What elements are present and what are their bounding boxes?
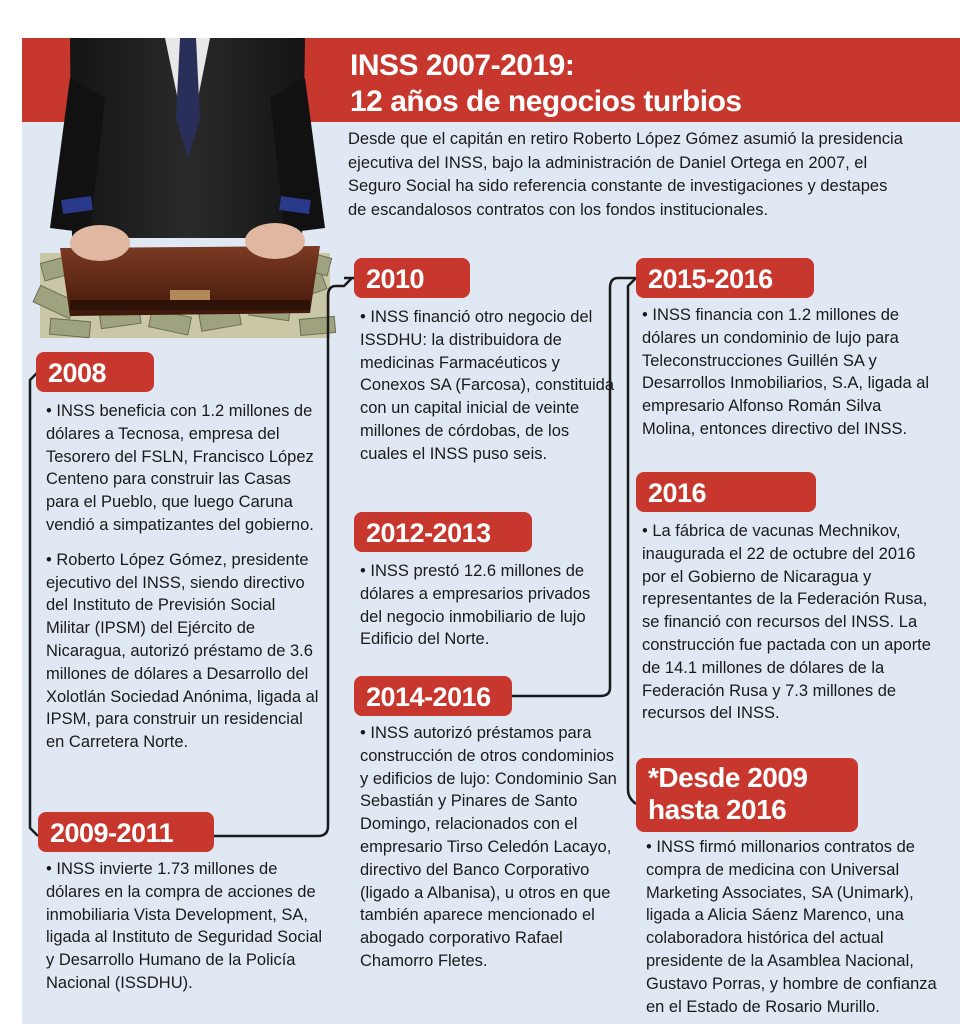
entry-2010 — [360, 306, 615, 478]
entry-2010-item-1: • INSS financió otro negocio del ISSDHU: la distribuidora de medicinas Farmacéuticos y Conexos SA (Farcosa), constituida con un capital inicial de veinte millones de córdobas, de los cuales el INSS puso seis. — [360, 308, 615, 463]
year-tag-2016: 2016 — [636, 472, 816, 512]
title-line-1: INSS 2007-2019: — [350, 49, 575, 82]
entry-2009-2016-item-1: • INSS firmó millonarios contratos de compra de medicina con Universal Marketing Associates, SA (Unimark), ligada a Alicia Sáenz Marenco, una colaboradora histórica del actual presidente de la Asamblea Nacional, Gustavo Porras, y hombre de confianza en el Estado de Rosario Murillo. — [646, 838, 937, 1016]
year-tag-2012-2013: 2012-2013 — [354, 512, 532, 552]
intro-paragraph: Desde que el capitán en retiro Roberto López Gómez asumió la presidencia ejecutiva del INSS, bajo la administración de Daniel Ortega en 2007, el Seguro Social ha sido referencia constante de investigaciones y destapes de escandalosos contratos con los fondos institucionales. — [348, 130, 903, 219]
entry-2012-2013-item-1: • INSS prestó 12.6 millones de dólares a empresarios privados del negocio inmobiliario de lujo Edificio del Norte. — [360, 562, 591, 649]
entry-2014-2016-item-1: • INSS autorizó préstamos para construcción de otros condominios y edificios de lujo: Condominio San Sebastián y Pinares de Santo Domingo, relacionados con el empresario Tirso Celedón Lacayo, directivo del Banco Corporativo (ligado a Albanisa), u otros en que también aparece mencionado el abogado corporativo Rafael Chamorro Fletes. — [360, 724, 617, 970]
entry-2009-2011 — [46, 858, 326, 1007]
year-tag-2010: 2010 — [354, 258, 470, 298]
entry-2008 — [46, 400, 321, 766]
year-tag-2009-2016-line-2: hasta 2016 — [648, 794, 787, 825]
entry-2008-item-2: • Roberto López Gómez, presidente ejecutivo del INSS, siendo directivo del Instituto de Previsión Social Militar (IPSM) del Ejército de Nicaragua, autorizó préstamo de 3.6 millones de dólares a Desarrollo del Xolotlán Sociedad Anónima, ligada al IPSM, para construir un residencial en Carretera Norte. — [46, 550, 319, 752]
year-tag-2014-2016: 2014-2016 — [354, 676, 512, 716]
entry-2016 — [642, 520, 932, 737]
title-line-2: 12 años de negocios turbios — [350, 85, 742, 118]
year-tag-2009-2011: 2009-2011 — [38, 812, 214, 852]
year-tag-2009-2016 — [636, 758, 858, 832]
entry-2009-2011-item-1: • INSS invierte 1.73 millones de dólares en la compra de acciones de inmobiliaria Vista Development, SA, ligada al Instituto de Seguridad Social y Desarrollo Humano de la Policía Nacional (ISSDHU). — [46, 860, 323, 992]
entry-2016-item-1: • La fábrica de vacunas Mechnikov, inaugurada el 22 de octubre del 2016 por el Gobierno de Nicaragua y representantes de la Federación Rusa, se financió con recursos del INSS. La construcción fue pactada con un aporte de 14.1 millones de dólares de la Federación Rusa y 7.3 millones de recursos del INSS. — [642, 522, 931, 723]
entry-2008-item-1: • INSS beneficia con 1.2 millones de dólares a Tecnosa, empresa del Tesorero del FSLN, Francisco López Centeno para construir las Casas para el Pueblo, que luego Caruna vendió a simpatizantes del gobierno. — [46, 402, 314, 534]
year-tag-2015-2016: 2015-2016 — [636, 258, 814, 298]
entry-2015-2016 — [642, 304, 932, 453]
entry-2014-2016 — [360, 722, 622, 985]
year-tag-2008: 2008 — [36, 352, 154, 392]
entry-2009-2016 — [646, 836, 946, 1030]
entry-2012-2013 — [360, 560, 610, 663]
year-tag-2009-2016-line-1: *Desde 2009 — [648, 762, 808, 793]
entry-2015-2016-item-1: • INSS financia con 1.2 millones de dólares un condominio de lujo para Teleconstrucciones Guillén SA y Desarrollos Inmobiliarios, S.A, ligada al empresario Alfonso Román Silva Molina, entonces directivo del INSS. — [642, 306, 930, 438]
